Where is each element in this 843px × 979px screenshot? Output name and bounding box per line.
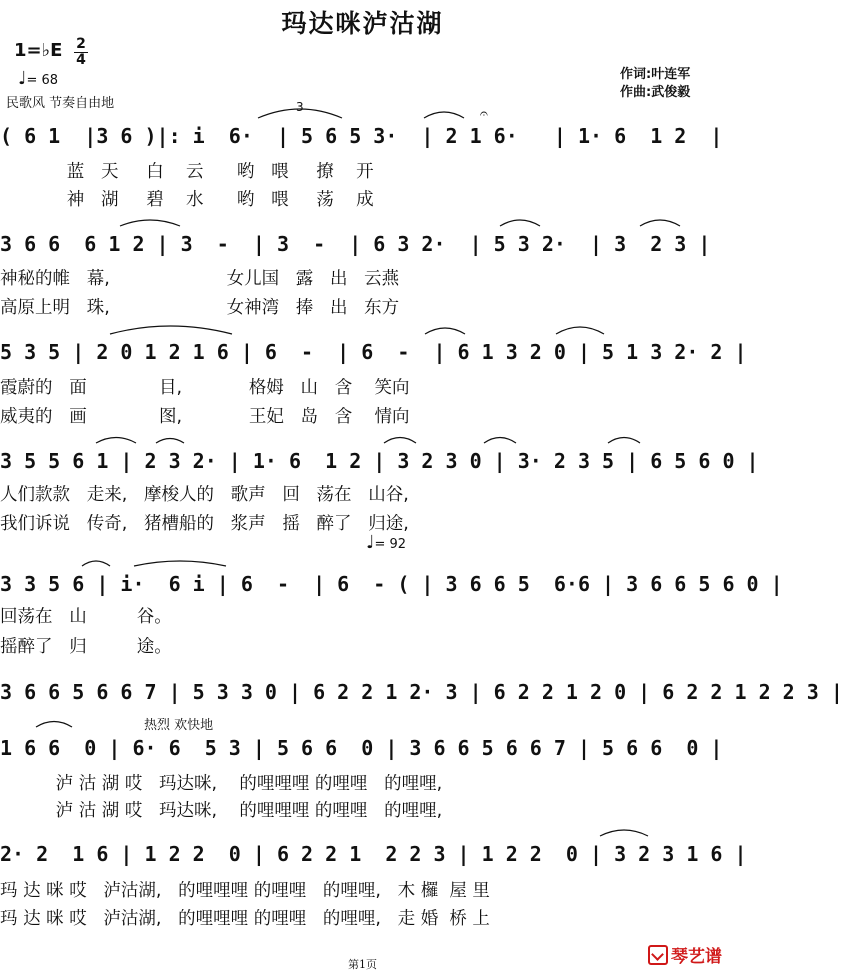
site-logo	[648, 942, 722, 967]
notation-row-1: ( 6 1 |3 6 )|: i 6· | 5 6 5 3· | 2 1 6· | 1· 6 1 2 |	[0, 124, 723, 148]
slur	[608, 438, 640, 444]
lyric-row-3a: 霞蔚的 面 目, 格姆 山 含 笑向	[0, 378, 410, 398]
tempo-value-2: = 92	[374, 537, 407, 552]
key-signature: 1=♭E	[14, 40, 63, 61]
lyric-row-8b: 玛 达 咪 哎 泸沽湖, 的哩哩哩 的哩哩 的哩哩, 走 婚 桥 上	[0, 909, 490, 929]
lyric-row-7a: 泸 沽 湖 哎 玛达咪, 的哩哩哩 的哩哩 的哩哩,	[0, 774, 443, 794]
time-bottom: 4	[76, 52, 86, 68]
logo-icon	[648, 945, 668, 965]
lyric-row-8a: 玛 达 咪 哎 泸沽湖, 的哩哩哩 的哩哩 的哩哩, 木 欏 屋 里	[0, 881, 490, 901]
slur	[134, 561, 226, 566]
triplet-number: 3	[296, 100, 304, 114]
slur	[96, 438, 136, 444]
time-top: 2	[76, 36, 86, 52]
slur	[640, 220, 680, 226]
notation-row-3: 5 3 5 | 2 0 1 2 1 6 | 6 - | 6 - | 6 1 3 2 0 | 5 1 3 2· 2 |	[0, 340, 747, 364]
notation-row-4: 3 5 5 6 1 | 2 3 2· | 1· 6 1 2 | 3 2 3 0 | 3· 2 3 5 | 6 5 6 0 |	[0, 449, 759, 473]
slur	[600, 830, 648, 836]
slur	[384, 438, 416, 444]
composer-credit: 作曲:武俊毅	[620, 85, 691, 100]
time-signature	[74, 38, 88, 67]
notation-row-2: 3 6 6 6 1 2 | 3 - | 3 - | 6 3 2· | 5 3 2· | 3 2 3 |	[0, 232, 711, 256]
style-marking-2: 热烈 欢快地	[144, 718, 214, 733]
lyric-row-5b: 摇醉了 归 途。	[0, 637, 172, 657]
quarter-note-icon: ♩	[18, 68, 27, 89]
slur	[424, 112, 464, 118]
slur	[110, 326, 232, 334]
lyric-row-5a: 回荡在 山 谷。	[0, 607, 172, 627]
lyric-row-3b: 威夷的 画 图, 王妃 岛 含 情向	[0, 407, 410, 427]
lyric-row-7b: 泸 沽 湖 哎 玛达咪, 的哩哩哩 的哩哩 的哩哩,	[0, 801, 443, 821]
slur	[156, 439, 184, 444]
slur	[556, 327, 604, 334]
slur	[425, 328, 465, 334]
quarter-note-icon: ♩	[366, 532, 375, 553]
slur	[120, 220, 180, 226]
style-marking: 民歌风 节奏自由地	[6, 96, 115, 111]
logo-text: 琴艺谱	[671, 947, 722, 967]
song-title: 玛达咪泸沽湖	[281, 9, 444, 38]
slur	[82, 561, 110, 566]
notation-row-8: 2· 2 1 6 | 1 2 2 0 | 6 2 2 1 2 2 3 | 1 2 2 0 | 3 2 3 1 6 |	[0, 842, 747, 866]
lyricist-credit: 作词:叶连军	[620, 67, 691, 82]
notation-row-5: 3 3 5 6 | i· 6 i | 6 - | 6 - ( | 3 6 6 5 6·6 | 3 6 6 5 6 0 |	[0, 572, 783, 596]
lyric-row-1a: 蓝 天 白 云 哟 喂 撩 开	[0, 162, 374, 182]
notation-row-6: 3 6 6 5 6 6 7 | 5 3 3 0 | 6 2 2 1 2· 3 | 6 2 2 1 2 0 | 6 2 2 1 2 2 3 |	[0, 680, 843, 704]
lyric-row-4b: 我们诉说 传奇, 猪槽船的 浆声 摇 醉了 归途,	[0, 514, 409, 534]
lyric-row-2a: 神秘的帷 幕, 女儿国 露 出 云燕	[0, 269, 400, 289]
tempo-value: = 68	[26, 73, 59, 88]
page-number: 第1页	[348, 958, 377, 971]
tempo-marking-2	[366, 534, 406, 552]
lyric-row-2b: 高原上明 珠, 女神湾 捧 出 东方	[0, 298, 400, 318]
lyric-row-4a: 人们款款 走来, 摩梭人的 歌声 回 荡在 山谷,	[0, 485, 409, 505]
slur	[484, 438, 516, 444]
fermata-icon: 𝄐	[480, 106, 488, 122]
slur	[36, 722, 72, 728]
tempo-marking	[18, 70, 58, 88]
notation-row-7: 1 6 6 0 | 6· 6 5 3 | 5 6 6 0 | 3 6 6 5 6 6 7 | 5 6 6 0 |	[0, 736, 723, 760]
lyric-row-1b: 神 湖 碧 水 哟 喂 荡 成	[0, 190, 374, 210]
slur	[500, 220, 540, 226]
